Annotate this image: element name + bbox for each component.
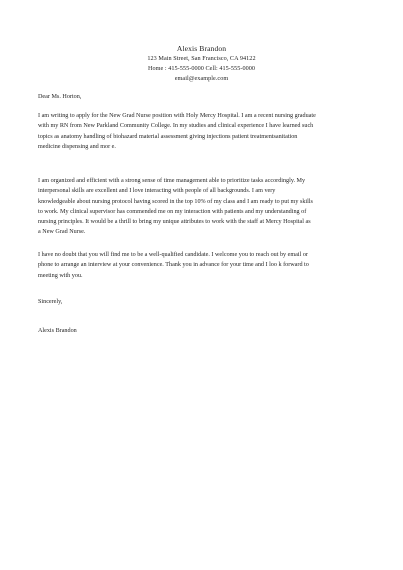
paragraph-line: a New Grad Nurse. (38, 229, 86, 236)
paragraph-line: knowledgeable about nursing protocol having scored in the top 10% of my class and I am ready to put my skills (38, 198, 313, 205)
paragraph-line: to work. My clinical supervisor has commended me on my interaction with patients and my understanding of (38, 208, 307, 215)
sender-name: Alexis Brandon (176, 44, 227, 53)
paragraph-line: meeting with you. (38, 272, 83, 279)
paragraph-line: I have no doubt that you will find me to be a well-qualified candidate. I welcome you to reach out by email or (38, 252, 308, 258)
paragraph-line: I am organized and efficient with a strong sense of time management able to prioritize tasks accordingly. My (38, 178, 306, 184)
paragraph-line: I am writing to apply for the New Grad Nurse position with Holy Mercy Hospital. I am a recent nursing graduate (38, 113, 316, 119)
paragraph-1 (38, 111, 371, 152)
paragraph-line: topics as anatomy handling of biohazard material assessment giving injections patient treatmentsanitation (38, 133, 298, 140)
closing: Sincerely, (38, 299, 63, 305)
sender-phone: Home : 415-555-0000 Cell: 415-555-0000 (147, 65, 256, 72)
paragraph-line: with my RN from New Parkland Community College. In my studies and clinical experience I have learned such (38, 123, 314, 130)
paragraph-line: medicine dispensing and mor e. (38, 143, 116, 150)
signature-name: Alexis Brandon (38, 328, 77, 334)
sender-address: 123 Main Street, San Francisco, CA 94122 (147, 55, 256, 62)
letter-header (0, 44, 403, 84)
sender-email: email@example.com (174, 75, 229, 82)
paragraph-2 (38, 176, 371, 238)
paragraph-line: phone to arrange an interview at your convenience. Thank you in advance for your time and I loo k forward to (38, 262, 309, 269)
salutation: Dear Ms. Horton, (38, 94, 82, 100)
paragraph-line: nursing principles. It would be a thrill to bring my unique attributes to work with the staff at Mercy Hospital as (38, 219, 311, 226)
paragraph-3 (38, 250, 371, 281)
paragraph-line: interpersonal skills are excellent and I love interacting with people of all backgrounds. I am very (38, 188, 276, 195)
